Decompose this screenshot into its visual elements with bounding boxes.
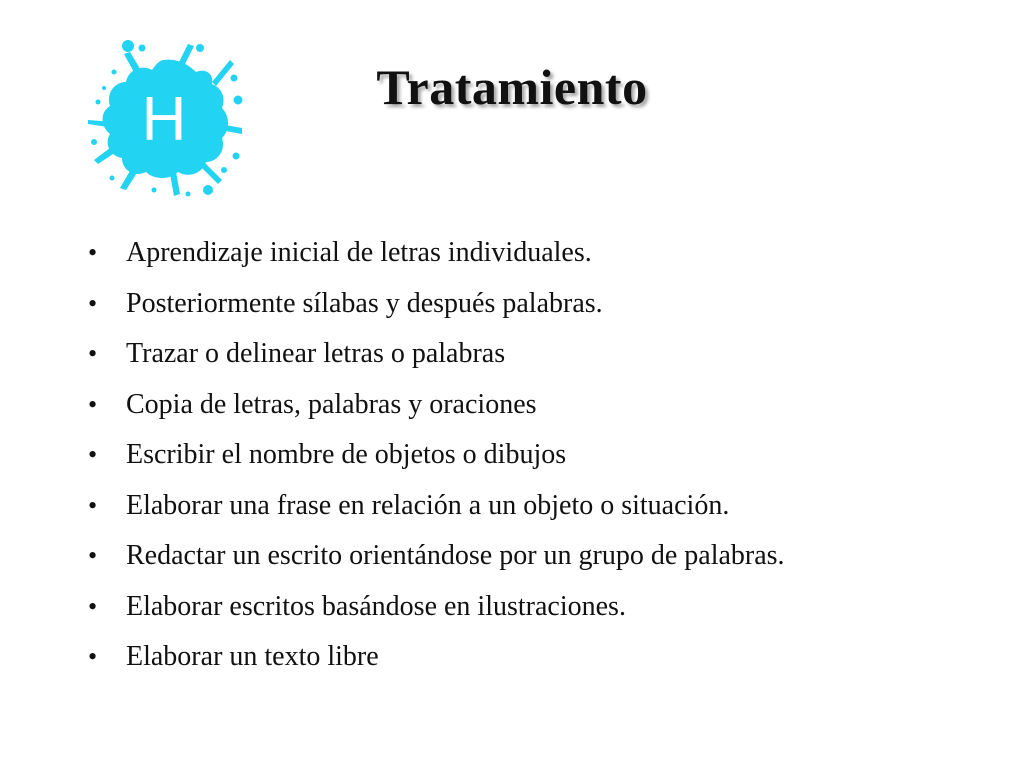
list-item [88,582,968,633]
slide-title: Tratamiento [376,59,648,115]
list-item-text: Escribir el nombre de objetos o dibujos [126,439,567,470]
logo-letter: H [141,85,187,154]
list-item-text: Posteriormente sílabas y después palabras. [126,287,603,319]
list-item [88,279,968,330]
list-item-text: Elaborar una frase en relación a un objeto o situación. [126,489,730,521]
bullet-dot-icon: • [88,541,98,570]
list-item [88,632,968,683]
list-item-text: Elaborar un texto libre [126,641,379,672]
list-item-text: Aprendizaje inicial de letras individuales. [126,237,592,268]
list-item-text: Copia de letras, palabras y oraciones [126,388,537,420]
bullet-dot-icon: • [88,440,98,469]
list-item [88,531,968,582]
list-item [88,481,968,532]
bullet-dot-icon: • [88,339,98,368]
bullet-dot-icon: • [88,591,98,621]
bullet-dot-icon: • [88,288,98,318]
bullet-dot-icon: • [88,238,98,267]
bullet-dot-icon: • [88,490,98,520]
list-item [88,329,968,380]
bullet-dot-icon: • [88,642,98,671]
list-item [88,430,968,481]
list-item [88,380,968,431]
list-item-text: Redactar un escrito orientándose por un grupo de palabras. [126,540,785,571]
list-item-text: Trazar o delinear letras o palabras [126,338,506,369]
list-item [88,228,968,279]
bullet-dot-icon: • [88,389,98,419]
bullet-list [88,228,968,683]
list-item-text: Elaborar escritos basándose en ilustraciones. [126,590,626,622]
